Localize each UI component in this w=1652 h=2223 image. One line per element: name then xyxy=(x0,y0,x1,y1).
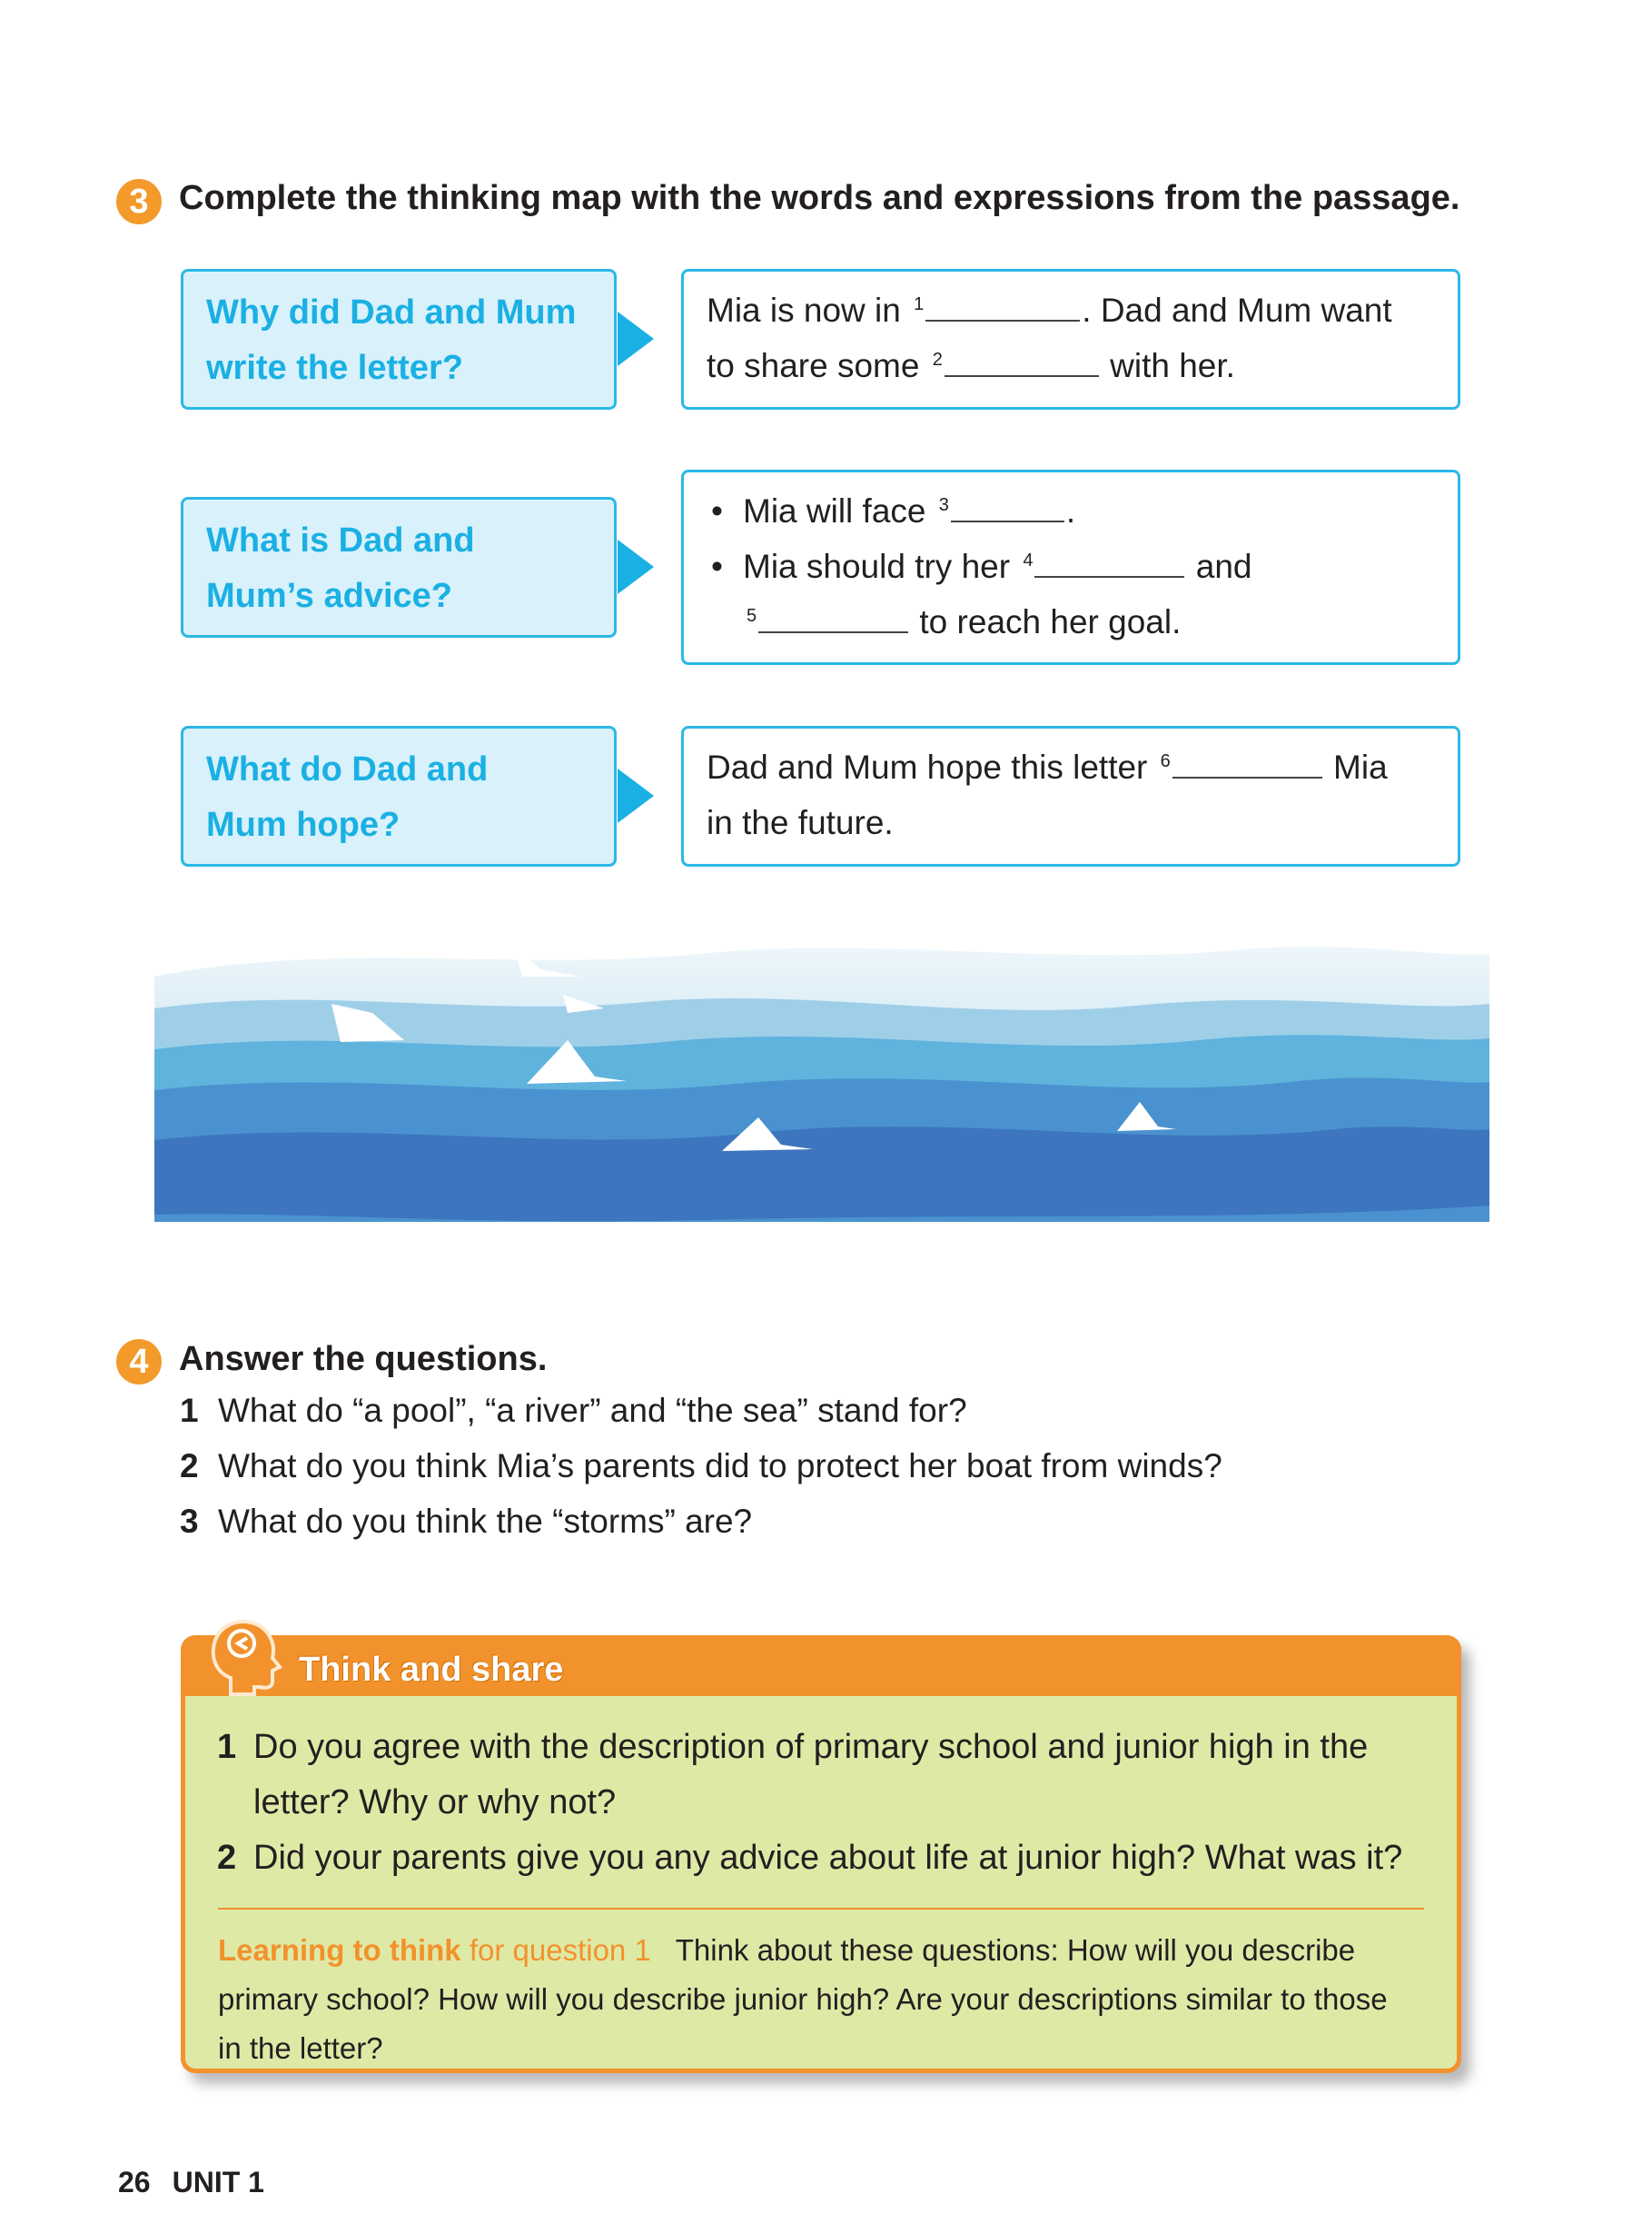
answer-text: Dad and Mum hope this letter xyxy=(707,749,1157,786)
item-number: 2 xyxy=(217,1839,237,1877)
question-line: Mum hope? xyxy=(206,806,401,844)
question-list xyxy=(180,1383,1222,1549)
answer-text: . xyxy=(1065,492,1076,530)
list-item xyxy=(180,1383,1222,1438)
page-number: 26 xyxy=(118,2166,151,2198)
answer-blank-1[interactable] xyxy=(925,319,1080,322)
question-line: write the letter? xyxy=(206,349,463,387)
question-text: What do you think the “storms” are? xyxy=(218,1503,753,1540)
question-box-hope xyxy=(181,726,617,867)
list-item xyxy=(180,1438,1222,1494)
list-item xyxy=(217,1720,1429,1831)
answer-blank-4[interactable] xyxy=(1034,575,1184,578)
question-box-why-letter xyxy=(181,269,617,410)
answer-text: with her. xyxy=(1100,347,1235,384)
page-footer xyxy=(118,2166,264,2199)
section-3-badge: 3 xyxy=(116,179,162,224)
section-3-instruction: Complete the thinking map with the words and expressions from the passage. xyxy=(179,179,1460,217)
answer-text: Mia xyxy=(1323,749,1388,786)
question-text: What do “a pool”, “a river” and “the sea” stand for? xyxy=(218,1392,967,1429)
think-and-share-title: Think and share xyxy=(299,1651,564,1689)
blank-number: 6 xyxy=(1160,751,1171,771)
question-text: What do you think Mia’s parents did to protect her boat from winds? xyxy=(218,1447,1222,1484)
answer-text: and xyxy=(1186,548,1252,585)
question-box-advice xyxy=(181,497,617,638)
sea-boats-illustration xyxy=(154,922,1489,1222)
arrow-right-icon xyxy=(618,540,654,594)
answer-box-advice xyxy=(681,470,1460,665)
answer-box-hope xyxy=(681,726,1460,867)
question-number: 3 xyxy=(180,1503,199,1540)
question-line: What is Dad and xyxy=(206,521,475,560)
answer-text: to share some xyxy=(707,347,929,384)
answer-text: Mia is now in xyxy=(707,292,911,329)
question-line: Mum’s advice? xyxy=(206,577,453,615)
thinking-head-icon xyxy=(203,1614,285,1698)
answer-text: . Dad and Mum want xyxy=(1082,292,1392,329)
arrow-right-icon xyxy=(618,312,654,366)
answer-box-why-letter xyxy=(681,269,1460,410)
blank-number: 3 xyxy=(938,495,949,515)
item-text-line: letter? Why or why not? xyxy=(253,1783,617,1821)
think-and-share-box xyxy=(181,1635,1461,2073)
question-number: 1 xyxy=(180,1392,199,1429)
item-number: 1 xyxy=(217,1728,237,1766)
section-4-instruction: Answer the questions. xyxy=(179,1340,548,1378)
answer-blank-3[interactable] xyxy=(951,520,1064,522)
learning-to-think-label: Learning to think xyxy=(218,1933,461,1967)
answer-blank-5[interactable] xyxy=(758,630,908,633)
section-4-badge: 4 xyxy=(116,1339,162,1384)
blank-number: 5 xyxy=(747,606,757,626)
blank-number: 2 xyxy=(932,350,943,370)
learning-to-think-target: for question 1 xyxy=(469,1933,651,1967)
think-and-share-list xyxy=(217,1720,1429,1886)
answer-text: Mia should try her xyxy=(743,548,1020,585)
learning-to-think-text: Think about these questions: How will you describe primary school? How will you describe junior high? Are your descriptions similar to those in the letter? xyxy=(218,1933,1388,2065)
question-line: Why did Dad and Mum xyxy=(206,293,577,332)
arrow-right-icon xyxy=(618,769,654,823)
item-text-line: Do you agree with the description of primary school and junior high in the xyxy=(253,1728,1369,1766)
item-text-line: Did your parents give you any advice about life at junior high? What was it? xyxy=(253,1839,1403,1877)
answer-blank-6[interactable] xyxy=(1172,776,1322,779)
answer-text: Mia will face xyxy=(743,492,935,530)
blank-number: 4 xyxy=(1023,551,1034,571)
unit-label: UNIT 1 xyxy=(172,2166,264,2198)
learning-to-think-note xyxy=(218,1926,1402,2073)
answer-text: to reach her goal. xyxy=(910,603,1182,640)
blank-number: 1 xyxy=(914,294,925,314)
answer-text: in the future. xyxy=(707,804,894,841)
divider xyxy=(218,1908,1424,1910)
list-item xyxy=(217,1831,1429,1886)
question-number: 2 xyxy=(180,1447,199,1484)
question-line: What do Dad and xyxy=(206,750,489,789)
list-item xyxy=(180,1494,1222,1549)
answer-blank-2[interactable] xyxy=(945,374,1099,377)
